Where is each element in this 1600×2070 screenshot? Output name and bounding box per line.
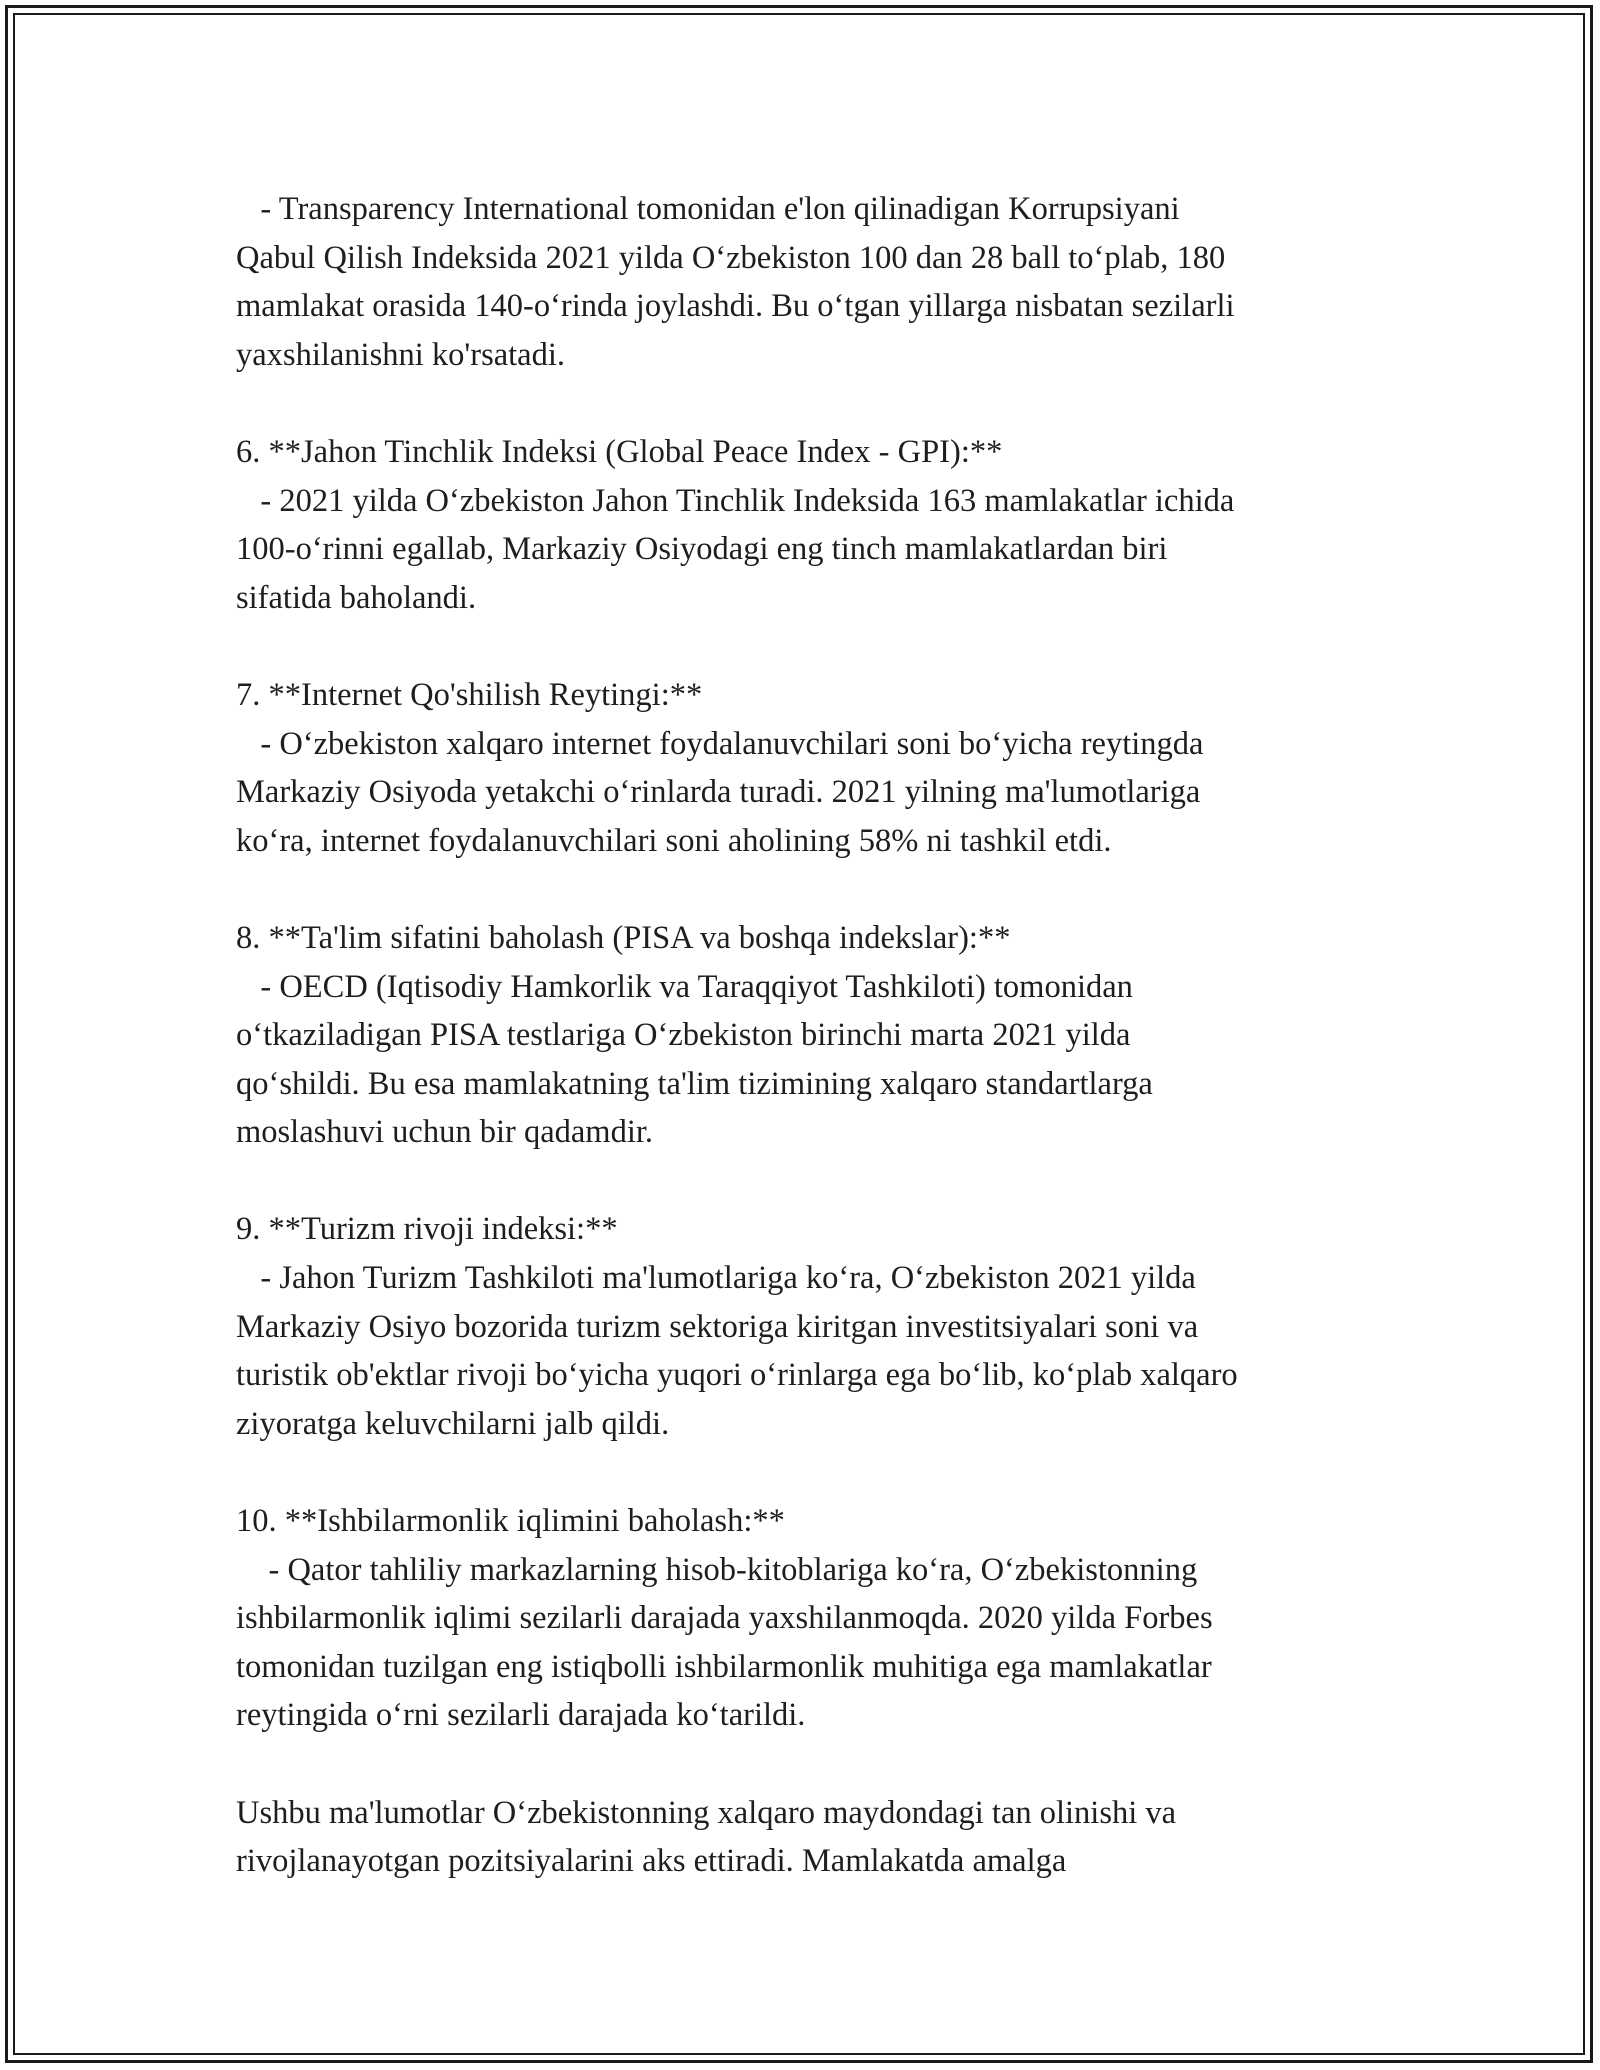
text-line: Markaziy Osiyoda yetakchi o‘rinlarda turadi. 2021 yilning ma'lumotlariga — [236, 774, 1201, 811]
paragraph-gap — [236, 379, 1416, 428]
paragraph-gap — [236, 622, 1416, 671]
paragraph-gap — [236, 1448, 1416, 1497]
section-8-education-quality — [236, 914, 1416, 1157]
paragraph-gap — [236, 865, 1416, 914]
text-line: Ushbu ma'lumotlar O‘zbekistonning xalqaro maydondagi tan olinishi va — [236, 1794, 1177, 1831]
section-10-business-climate — [236, 1497, 1416, 1740]
text-line: - Qator tahliliy markazlarning hisob-kitoblariga ko‘ra, O‘zbekistonning — [236, 1551, 1198, 1588]
text-line: tomonidan tuzilgan eng istiqbolli ishbilarmonlik muhitiga ega mamlakatlar — [236, 1648, 1212, 1685]
section-6-global-peace-index — [236, 428, 1416, 622]
paragraph-gap — [236, 1740, 1416, 1789]
text-line: - OECD (Iqtisodiy Hamkorlik va Taraqqiyot Tashkiloti) tomonidan — [236, 968, 1133, 1005]
section-9-tourism-index — [236, 1205, 1416, 1448]
section-7-internet-rating — [236, 671, 1416, 865]
text-line: o‘tkaziladigan PISA testlariga O‘zbekiston birinchi marta 2021 yilda — [236, 1017, 1131, 1054]
text-line: mamlakat orasida 140-o‘rinda joylashdi. Bu o‘tgan yillarga nisbatan sezilarli — [236, 288, 1235, 325]
text-line: ziyoratga keluvchilarni jalb qildi. — [236, 1405, 670, 1442]
section-heading: 8. **Ta'lim sifatini baholash (PISA va boshqa indekslar):** — [236, 919, 1011, 956]
paragraph-gap — [236, 1157, 1416, 1206]
document-body — [236, 185, 1416, 1886]
section-heading: 6. **Jahon Tinchlik Indeksi (Global Peace Index - GPI):** — [236, 433, 1003, 470]
text-line: - O‘zbekiston xalqaro internet foydalanuvchilari soni bo‘yicha reytingda — [236, 725, 1204, 762]
closing-paragraph — [236, 1789, 1416, 1886]
section-heading: 9. **Turizm rivoji indeksi:** — [236, 1211, 618, 1248]
text-line: - Jahon Turizm Tashkiloti ma'lumotlariga ko‘ra, O‘zbekiston 2021 yilda — [236, 1260, 1196, 1297]
text-line: ko‘ra, internet foydalanuvchilari soni aholining 58% ni tashkil etdi. — [236, 822, 1112, 859]
text-line: ishbilarmonlik iqlimi sezilarli darajada yaxshilanmoqda. 2020 yilda Forbes — [236, 1600, 1213, 1637]
text-line: sifatida baholandi. — [236, 579, 477, 616]
text-line: turistik ob'ektlar rivoji bo‘yicha yuqori o‘rinlarga ega bo‘lib, ko‘plab xalqaro — [236, 1357, 1238, 1394]
text-line: reytingida o‘rni sezilarli darajada ko‘tarildi. — [236, 1697, 806, 1734]
text-line: - 2021 yilda O‘zbekiston Jahon Tinchlik Indeksida 163 mamlakatlar ichida — [236, 482, 1235, 519]
section-heading: 7. **Internet Qo'shilish Reytingi:** — [236, 676, 703, 713]
text-line: qo‘shildi. Bu esa mamlakatning ta'lim tizimining xalqaro standartlarga — [236, 1065, 1153, 1102]
text-line: - Transparency International tomonidan e'lon qilinadigan Korrupsiyani — [236, 191, 1180, 227]
text-line: Qabul Qilish Indeksida 2021 yilda O‘zbekiston 100 dan 28 ball to‘plab, 180 — [236, 239, 1226, 276]
text-line: Markaziy Osiyo bozorida turizm sektoriga kiritgan investitsiyalari soni va — [236, 1308, 1199, 1345]
text-line: moslashuvi uchun bir qadamdir. — [236, 1114, 654, 1151]
section-heading: 10. **Ishbilarmonlik iqlimini baholash:** — [236, 1503, 785, 1540]
text-line: 100-o‘rinni egallab, Markaziy Osiyodagi eng tinch mamlakatlardan biri — [236, 531, 1168, 568]
text-line: yaxshilanishni ko'rsatadi. — [236, 336, 565, 373]
text-line: rivojlanayotgan pozitsiyalarini aks ettiradi. Mamlakatda amalga — [236, 1843, 1067, 1880]
section-5-continuation — [236, 185, 1416, 379]
